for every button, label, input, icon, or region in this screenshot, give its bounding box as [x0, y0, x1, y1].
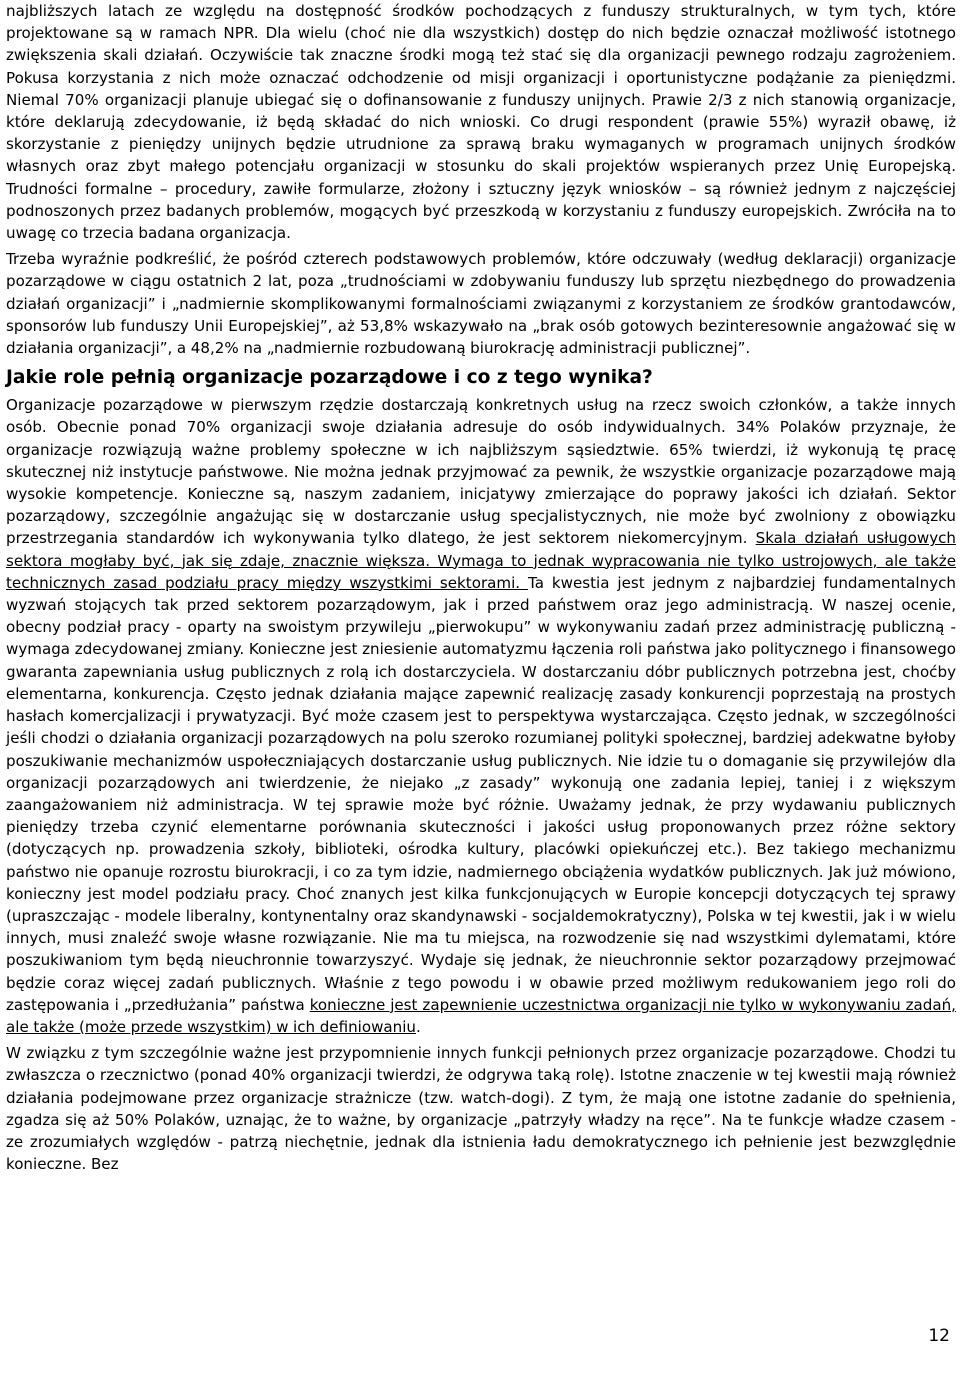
underlined-passage-participation: konieczne jest zapewnienie uczestnictwa organizacji nie tylko w wykonywaniu zadań, ale także (może przede wszystkim) w ich definiowaniu [6, 995, 956, 1036]
paragraph-ngo-roles-part-1: Organizacje pozarządowe w pierwszym rzędzie dostarczają konkretnych usług na rzecz swoich członków, a także innych osób. Obecnie ponad 70% organizacji swoje działania adresuje do osób indywidualnych. 34% Polaków przyznaje, że organizacje rozwiązują ważne problemy społeczne w ich najbliższym sąsiedztwie. 65% twierdzi, iż wykonują tę pracę skutecznej niż instytucje państwowe. Nie można jednak przyjmować za pewnik, że wszystkie organizacje pozarządowe mają wysokie kompetencje. Konieczne są, naszym zadaniem, inicjatywy zmierzające do poprawy jakości ich działań. Sektor pozarządowy, szczególnie angażując się w dostarczanie usług specjalistycznych, nie może być zwolniony z obowiązku przestrzegania standardów ich wykonywania tylko dlatego, że jest sektorem niekomercyjnym. [6, 396, 956, 548]
underlined-passage-service-scale: Skala działań usługowych sektora mogłaby być, jak się zdaje, znacznie większa. Wymaga to jednak wypracowania nie tylko ustrojowych, ale także technicznych zasad podziału pracy między wszystkimi sektorami. [6, 529, 956, 592]
paragraph-ngo-roles-part-2: Ta kwestia jest jednym z najbardziej fundamentalnych wyzwań stojących tak przed sektorem pozarządowym, jak i przed państwem oraz jego administracją. W naszej ocenie, obecny podział pracy - oparty na swoistym przywileju „pierwokupu” w wykonywaniu zadań przez administrację publiczną - wymaga zdecydowanej zmiany. Konieczne jest zniesienie automatyzmu łączenia roli państwa jako politycznego i finansowego gwaranta zapewniania usług publicznych z rolą ich dostarczyciela. W dostarczaniu dóbr publicznych potrzebna jest, choćby elementarna, konkurencja. Często jednak działania mające zapewnić realizację zasady konkurencji poprzestają na prostych hasłach komercjalizacji i prywatyzacji. Być może czasem jest to perspektywa wystarczająca. Często jednak, w szczególności jeśli chodzi o działania organizacji pozarządowych na polu szeroko rozumianej polityki społecznej, bardziej adekwatne byłoby poszukiwanie mechanizmów uspołeczniających dostarczanie usług publicznych. Nie idzie tu o domaganie się przywilejów dla organizacji pozarządowych ani twierdzenie, że niejako „z zasady” wykonują one zadania lepiej, taniej i z większym zaangażowaniem niż administracja. W tej sprawie może być różnie. Uważamy jednak, że przy wydawaniu publicznych pieniędzy trzeba czynić elementarne porównania skuteczności i jakości usług proponowanych przez różne sektory (dotyczących np. prowadzenia szkoły, biblioteki, ośrodka kultury, placówki opiekuńczej etc.). Bez takiego mechanizmu państwo nie opanuje rozrostu biurokracji, i co za tym idzie, nadmiernego obciążenia wydatków publicznych. Jak już mówiono, konieczny jest model podziału pracy. Choć znanych jest kilka funkcjonujących w Europie koncepcji dotyczących tej sprawy (upraszczając - modele liberalny, kontynentalny oraz skandynawski - socjaldemokratyczny), Polska w tej kwestii, jak i w wielu innych, musi znaleźć swoje własne rozwiązanie. Nie ma tu miejsca, na rozwodzenie się nad wszystkimi dylematami, które poszukiwaniom tym będą nieuchronnie towarzyszyć. Wydaje się jednak, że nieuchronnie sektor pozarządowy przejmować będzie coraz więcej zadań publicznych. Właśnie z tego powodu i w obawie przed możliwym redukowaniem jego roli do zastępowania i „przedłużania” państwa [6, 573, 956, 1014]
section-heading: Jakie role pełnią organizacje pozarządowe i co z tego wynika? [6, 367, 653, 389]
page-number: 12 [928, 1326, 950, 1346]
paragraph-key-problems: Trzeba wyraźnie podkreślić, że pośród czterech podstawowych problemów, które odczuwały (według deklaracji) organizacje pozarządowe w ciągu ostatnich 2 lat, poza „trudnościami w zdobywaniu funduszy lub sprzętu niezbędnego do prowadzenia działań organizacji” i „nadmiernie skomplikowanymi formalnościami związanymi z korzystaniem ze środków grantodawców, sponsorów lub funduszy Unii Europejskiej”, aż 53,8% wskazywało na „brak osób gotowych bezinteresownie angażować się w działania organizacji”, a 48,2% na „nadmiernie rozbudowaną biurokrację administracji publicznej”. [6, 250, 956, 358]
paragraph-ngo-roles [6, 394, 956, 1038]
document-page [6, 0, 956, 1175]
paragraph-advocacy: W związku z tym szczególnie ważne jest przypomnienie innych funkcji pełnionych przez organizacje pozarządowe. Chodzi tu zwłaszcza o rzecznictwo (ponad 40% organizacji twierdzi, że odgrywa taką rolę). Istotne znaczenie w tej kwestii mają również działania podejmowane przez organizacje strażnicze (tzw. watch-dogi). Z tym, że mają one istotne zadanie do spełnienia, zgadza się aż 50% Polaków, uznając, że to ważne, by organizacje „patrzyły władzy na ręce”. Na te funkcje władze czasem - ze zrozumiałych względów - patrzą niechętnie, jednak dla istnienia ładu demokratycznego ich pełnienie jest bezwzględnie konieczne. Bez [6, 1044, 956, 1174]
paragraph-ngo-roles-part-3: . [416, 1017, 421, 1036]
paragraph-funding-risks: najbliższych latach ze względu na dostępność środków pochodzących z funduszy strukturalnych, w tym tych, które projektowane są w ramach NPR. Dla wielu (choć nie dla wszystkich) dostęp do nich będzie oznaczał możliwość istotnego zwiększenia skali działań. Oczywiście tak znaczne środki mogą też stać się dla organizacji pewnego rodzaju zagrożeniem. Pokusa korzystania z nich może oznaczać odchodzenie od misji organizacji i oportunistyczne podążanie za pieniędzmi. Niemal 70% organizacji planuje ubiegać się o dofinansowanie z funduszy unijnych. Prawie 2/3 z nich stanowią organizacje, które deklarują zdecydowanie, iż będą składać do nich wnioski. Co drugi respondent (prawie 55%) wyraził obawę, iż skorzystanie z pieniędzy unijnych będzie utrudnione za sprawą braku wymaganych w programach unijnych środków własnych oraz zbyt małego potencjału organizacji w stosunku do skali projektów wspieranych przez Unię Europejską. Trudności formalne – procedury, zawiłe formularze, złożony i sztuczny język wniosków – są również jednym z najczęściej podnoszonych przez badanych problemów, mogących być przeszkodą w korzystaniu z funduszy europejskich. Zwróciła na to uwagę co trzecia badana organizacja. [6, 2, 956, 243]
